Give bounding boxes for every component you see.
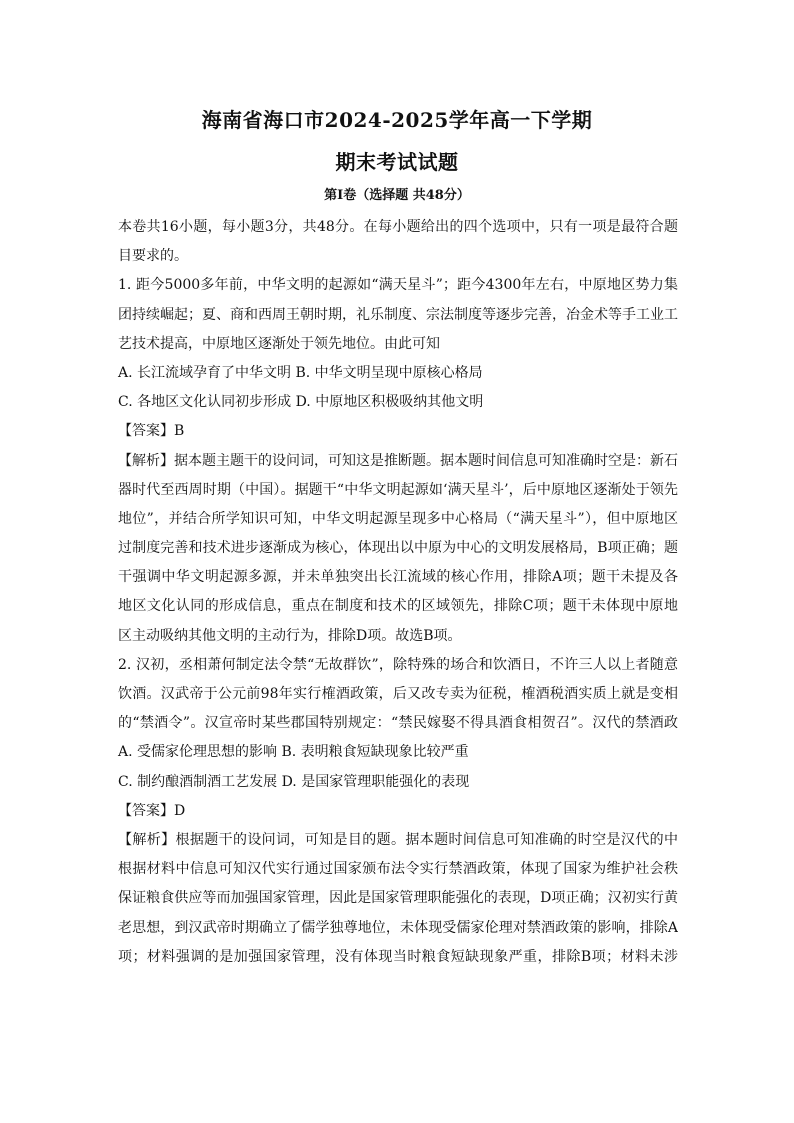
- text-line: 团持续崛起；夏、商和西周王朝时期，礼乐制度、宗法制度等逐步完善，冶金术等手工业工: [118, 306, 678, 323]
- text-line: 饮酒。汉武帝于公元前98年实行榷酒政策，后又改专卖为征税，榷酒税酒实质上就是变相: [118, 686, 678, 702]
- text-line: 地位”，并结合所学知识可知，中华文明起源呈现多中心格局（“满天星斗”），但中原地区: [118, 510, 678, 527]
- text-line: 地区文化认同的形成信息，重点在制度和技术的区域领先，排除C项；题干未体现中原地: [118, 598, 678, 615]
- text-line: 【解析】根据题干的设问词，可知是目的题。据本题时间信息可知准确的时空是汉代的中: [118, 831, 678, 848]
- text-line: 1. 距今5000多年前，中华文明的起源如“满天星斗”；距今4300年左右，中原地区势力集: [118, 277, 678, 294]
- text-line: 的“禁酒令”。汉宣帝时某些郡国特别规定：“禁民嫁娶不得具酒食相贺召”。汉代的禁酒政: [118, 715, 678, 732]
- text-line: 过制度完善和技术进步逐渐成为核心，体现出以中原为中心的文明发展格局，B项正确；题: [118, 540, 678, 557]
- document-title-line-1: 海南省海口市2024-2025学年高一下学期: [201, 108, 593, 132]
- text-line: A. 受儒家伦理思想的影响 B. 表明粮食短缺现象比较严重: [118, 744, 469, 761]
- text-line: 项；材料强调的是加强国家管理，没有体现当时粮食短缺现象严重，排除B项；材料未涉: [118, 948, 678, 965]
- text-line: 根据材料中信息可知汉代实行通过国家颁布法令实行禁酒政策，体现了国家为维护社会秩: [118, 861, 678, 878]
- section-header: 第Ⅰ卷（选择题 共48分）: [324, 188, 470, 203]
- text-line: 目要求的。: [118, 248, 188, 265]
- text-line: A. 长江流域孕育了中华文明 B. 中华文明呈现中原核心格局: [118, 364, 483, 381]
- text-line: 保证粮食供应等而加强国家管理，因此是国家管理职能强化的表现，D项正确；汉初实行黄: [118, 890, 678, 907]
- text-line: 老思想，到汉武帝时期确立了儒学独尊地位，未体现受儒家伦理对禁酒政策的影响，排除A: [118, 919, 678, 936]
- text-line: 艺技术提高，中原地区逐渐处于领先地位。由此可知: [118, 335, 440, 352]
- text-line: 区主动吸纳其他文明的主动行为，排除D项。故选B项。: [118, 627, 462, 644]
- text-line: 本卷共16小题，每小题3分，共48分。在每小题给出的四个选项中，只有一项是最符合题: [118, 219, 678, 235]
- text-line: 器时代至西周时期（中国）。据题干“中华文明起源如‘满天星斗’，后中原地区逐渐处于领先: [118, 481, 678, 498]
- text-line: 【解析】据本题主题干的设问词，可知这是推断题。据本题时间信息可知准确时空是：新石: [118, 452, 678, 469]
- text-line: C. 制约酿酒制酒工艺发展 D. 是国家管理职能强化的表现: [118, 773, 470, 790]
- text-line: 干强调中华文明起源多源，并未单独突出长江流域的核心作用，排除A项；题干未提及各: [118, 569, 678, 586]
- text-line: 【答案】B: [118, 423, 185, 440]
- text-line: 2. 汉初，丞相萧何制定法令禁“无故群饮”，除特殊的场合和饮酒日，不许三人以上者随意: [118, 656, 678, 673]
- document-body: [118, 213, 678, 972]
- text-line: C. 各地区文化认同初步形成 D. 中原地区积极吸纳其他文明: [118, 394, 484, 411]
- document-title-line-2: 期末考试试题: [335, 150, 459, 174]
- text-line: 【答案】D: [118, 802, 186, 819]
